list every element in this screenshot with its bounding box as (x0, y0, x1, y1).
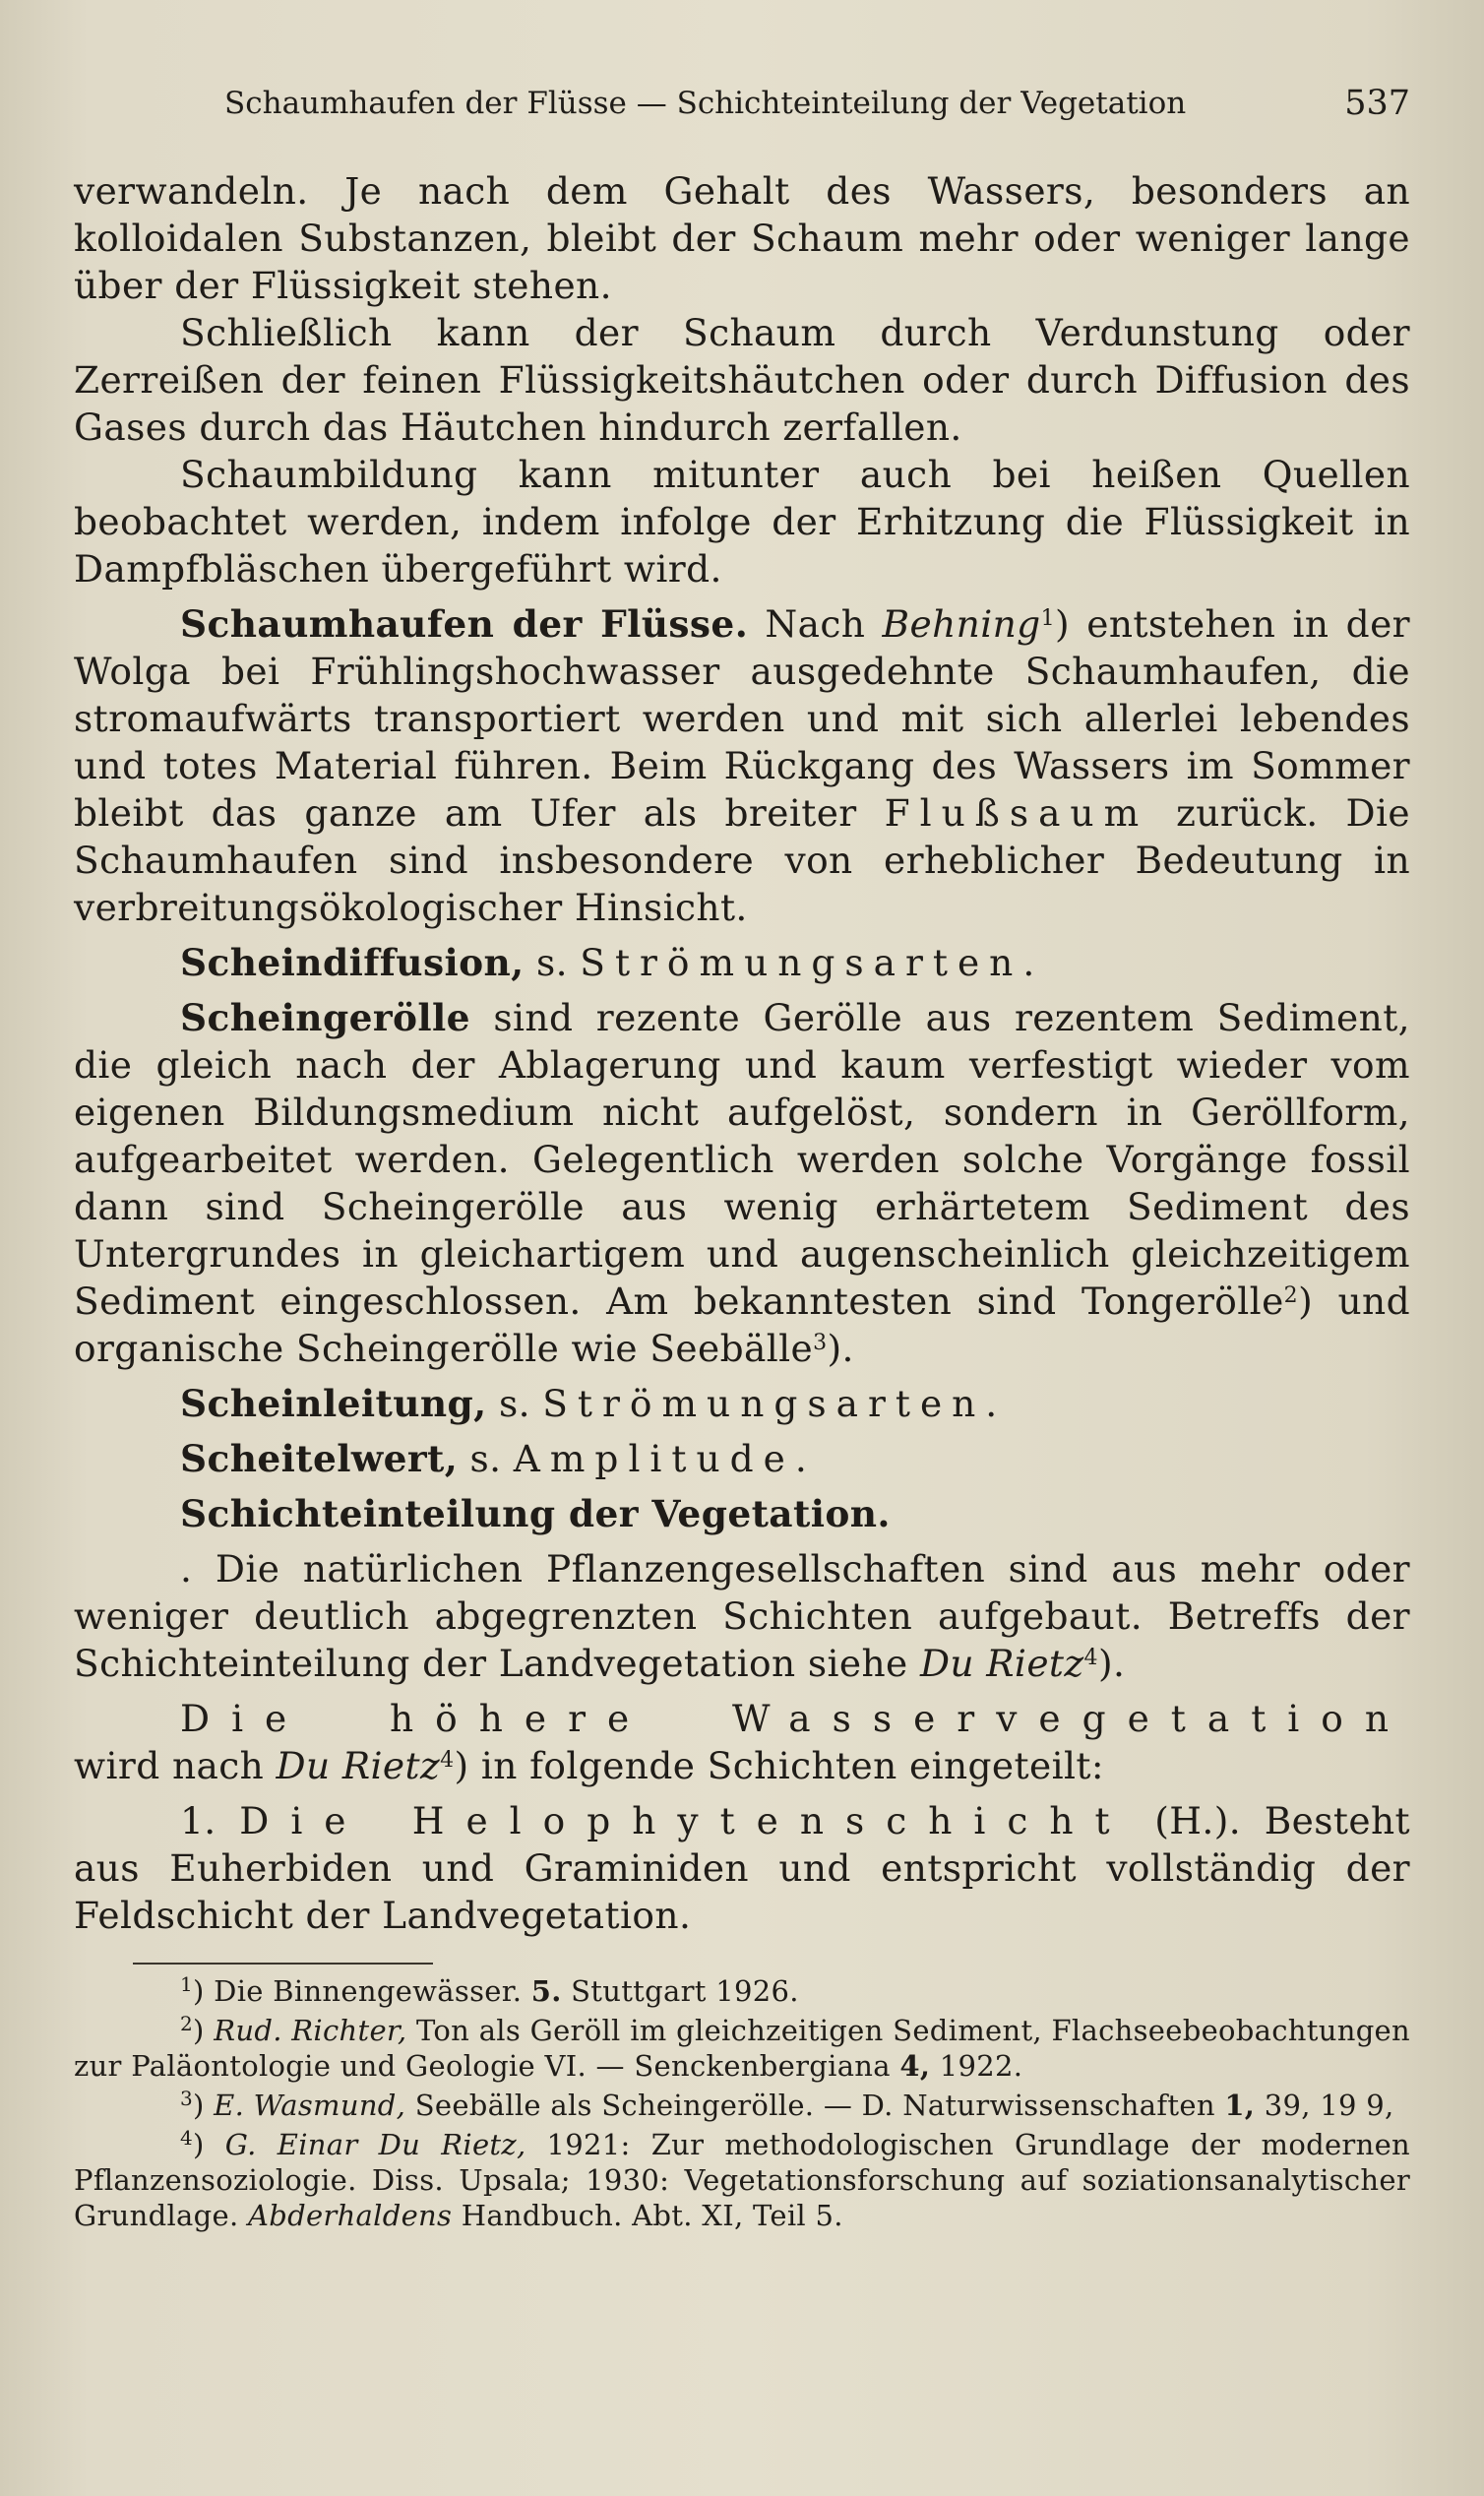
footnote-text: Stuttgart 1926. (561, 1974, 799, 2008)
entry-scheinleitung (74, 1380, 1410, 1427)
entry-heading: Scheindiffusion, (180, 941, 525, 984)
paragraph-text: (H.). Besteht aus Euherbiden und Graminiden und entspricht vollständig der Feldschicht der Landvegetation. (74, 1799, 1410, 1937)
footnote-volume: 5. (530, 1974, 562, 2008)
footnote-text: Ton als Geröll im gleichzeitigen Sediment, Flachseebeobachtungen zur Paläontologie und Geologie VI. — Senckenbergiana (74, 2014, 1410, 2083)
footnote-text: 39, 19 9, (1255, 2089, 1394, 2122)
entry-schaumhaufen (74, 600, 1410, 931)
footnotes (74, 1973, 1410, 2237)
footnote-author: G. Einar Du Rietz, (224, 2128, 526, 2161)
footnote: $^4$) G. Einar Du Rietz, 1921: Zur methodologischen Grundlage der modernen Pflanzensoziologie. Diss. Upsala; 1930: Vegetationsforschung auf soziationsanalytischer Grundlage. Abderhaldens Handbuch. Abt. XI, Teil 5. (74, 2126, 1411, 2232)
paragraph (74, 309, 1410, 451)
entry-text: ). (827, 1327, 854, 1370)
list-number: 1. (180, 1799, 240, 1842)
entry-text: ) und organische Scheingerölle wie Seebälle (74, 1279, 1410, 1370)
footnote: $^3$) E. Wasmund, Seebälle als Scheingerölle. — D. Naturwissenschaften 1, 39, 19 9, (180, 2087, 1394, 2122)
entry-heading: Scheinleitung, (180, 1382, 487, 1425)
footnote-editor: Abderhaldens (247, 2199, 453, 2232)
footnote-ref: 4 (440, 1748, 455, 1773)
entry-text: s. (524, 941, 581, 984)
footnote-ref: 4 (1083, 1646, 1098, 1670)
footnote-author: E. Wasmund, (214, 2089, 406, 2122)
footnote (74, 1973, 1410, 2009)
entry-text: s. (486, 1382, 543, 1425)
paragraph-text: . Die natürlichen Pflanzengesellschaften sind aus mehr oder weniger deutlich abgegrenzten Schichten aufgebaut. Betreffs der Schichteinteilung der Landvegetation siehe (74, 1547, 1410, 1685)
entry-scheitelwert (74, 1435, 1410, 1482)
entry-text: sind rezente Gerölle aus rezentem Sediment, die gleich nach der Ablagerung und kaum verfestigt wieder vom eigenen Bildungsmedium nicht aufgelöst, sondern in Geröllform, aufgearbeitet werden. Gelegentlich werden solche Vorgänge fossil dann sind Scheingerölle aus wenig erhärtetem Sediment des Untergrundes in gleichartigem und augenscheinlich gleichzeitigem Sediment eingeschlossen. Am bekanntesten sind Tongerölle (74, 996, 1410, 1323)
entry-scheindiffusion (74, 939, 1410, 986)
entry-text: Nach (748, 602, 883, 646)
entry-text: ) entstehen in der Wolga bei Frühlingshochwasser ausgedehnte Schaumhaufen, die stromaufwärts transportiert werden und mit sich allerlei lebendes und totes Material führen. Beim Rückgang des Wassers im Sommer bleibt das ganze am Ufer als breiter (74, 602, 1410, 835)
footnote-text: 1921: Zur methodologischen Grundlage der modernen Pflanzensoziologie. Diss. Upsala; 1930: Vegetationsforschung auf soziationsanalytischer Grundlage. (74, 2128, 1411, 2232)
author-name: Du Rietz (276, 1744, 441, 1787)
paragraph-text: Schließlich kann der Schaum durch Verdunstung oder Zerreißen der feinen Flüssigkeitshäutchen oder durch Diffusion des Gases durch das Häutchen hindurch zerfallen. (74, 311, 1410, 449)
entry-heading: Scheitelwert, (180, 1437, 459, 1480)
paragraph-text: Schaumbildung kann mitunter auch bei heißen Quellen beobachtet werden, indem infolge der Erhitzung die Flüssigkeit in Dampfbläschen übergeführt wird. (74, 453, 1410, 591)
paragraph (74, 451, 1410, 593)
paragraph-text: ) in folgende Schichten eingeteilt: (454, 1744, 1104, 1787)
footnote-volume: 1, (1224, 2089, 1256, 2122)
paragraph-text: verwandeln. Je nach dem Gehalt des Wassers, besonders an kolloidalen Substanzen, bleibt der Schaum mehr oder weniger lange über der Flüssigkeit stehen. (74, 169, 1410, 307)
footnote-ref: 3 (813, 1331, 828, 1355)
main-text (74, 167, 1410, 1939)
footnote-divider (133, 1963, 433, 1965)
paragraph (74, 1545, 1410, 1687)
author-name: Du Rietz (919, 1642, 1084, 1685)
cross-reference: Strömungsarten. (542, 1382, 1008, 1425)
paragraph (74, 1695, 1410, 1789)
paragraph (74, 167, 1410, 309)
footnote-text: Seebälle als Scheingerölle. — D. Naturwissenschaften (405, 2089, 1225, 2122)
page-number: 537 (1344, 84, 1410, 123)
running-header-title: Schaumhaufen der Flüsse — Schichteinteilung der Vegetation (224, 86, 1187, 121)
entry-heading: Schichteinteilung der Vegetation. (180, 1492, 891, 1535)
footnote-volume: 4, (899, 2049, 931, 2083)
cross-reference: Strömungsarten. (580, 941, 1045, 984)
entry-heading: Schaumhaufen der Flüsse. (180, 602, 749, 646)
footnote-ref: 2 (1283, 1283, 1299, 1308)
footnote: $^2$) Rud. Richter, Ton als Geröll im gleichzeitigen Sediment, Flachseebeobachtungen zur Paläontologie und Geologie VI. — Senckenbergiana 4, 1922. (74, 2012, 1410, 2083)
running-header (224, 79, 1410, 128)
entry-scheingeroelle (74, 994, 1410, 1372)
footnote-number: 1 (180, 1972, 194, 1996)
footnote-number: 3 (180, 2087, 194, 2110)
author-name: Behning (882, 602, 1041, 646)
list-item (74, 1797, 1410, 1939)
spaced-term: Die Helophytenschicht (239, 1799, 1132, 1842)
footnote-author: Rud. Richter, (214, 2014, 407, 2047)
entry-schichteinteilung (74, 1490, 1410, 1537)
spaced-term: Flußsaum (884, 791, 1149, 835)
footnote-ref: 1 (1040, 606, 1055, 631)
footnote-number: 4 (180, 2126, 194, 2150)
footnote-number: 2 (180, 2012, 194, 2035)
entry-text: zurück. Die Schaumhaufen sind insbesondere von erheblicher Bedeutung in verbreitungsökologischer Hinsicht. (74, 791, 1410, 929)
paragraph-text: wird nach (74, 1744, 277, 1787)
paragraph-text: ). (1097, 1642, 1126, 1685)
entry-text: s. (458, 1437, 514, 1480)
footnote-text: ) Die Binnengewässer. (193, 1974, 531, 2008)
cross-reference: Amplitude. (513, 1437, 817, 1480)
spaced-term: Die höhere Wasservegetation (180, 1697, 1410, 1740)
footnote-text: Handbuch. Abt. XI, Teil 5. (452, 2199, 843, 2232)
entry-heading: Scheingerölle (180, 996, 470, 1039)
footnote-text: 1922. (930, 2049, 1023, 2083)
